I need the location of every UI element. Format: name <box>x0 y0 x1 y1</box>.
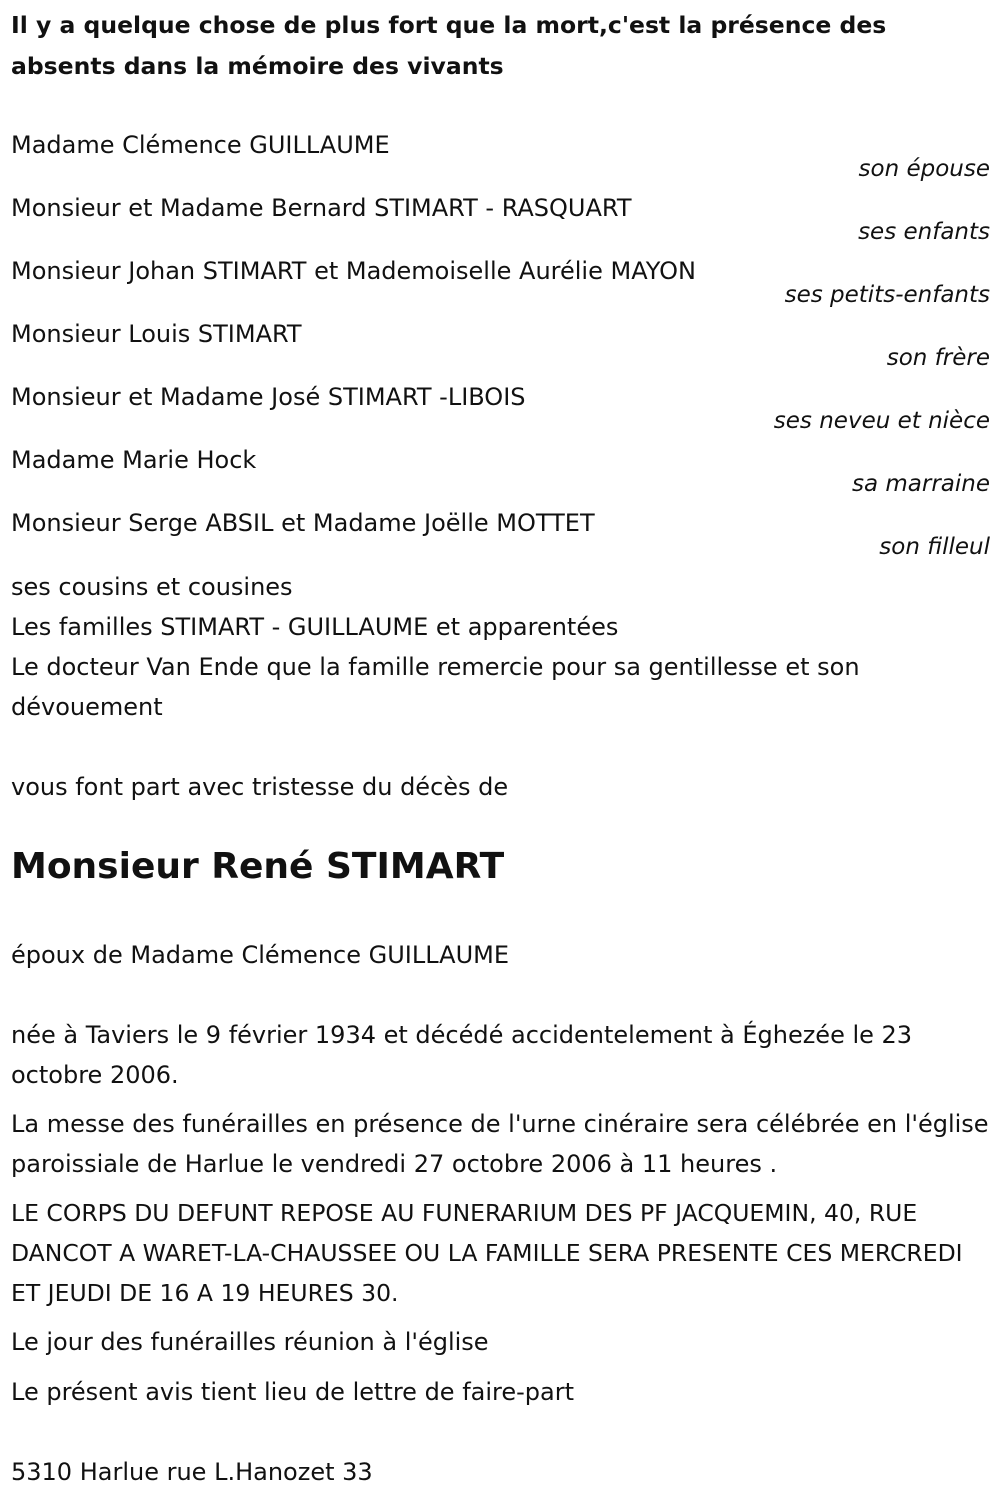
family-name: Madame Marie Hock <box>11 446 257 474</box>
family-role: ses petits-enfants <box>784 282 990 308</box>
family-name: Monsieur Louis STIMART <box>11 320 302 348</box>
family-name: Monsieur Johan STIMART et Mademoiselle Aurélie MAYON <box>11 257 696 285</box>
family-name: Monsieur et Madame Bernard STIMART - RASQUART <box>11 194 632 222</box>
repose-info: LE CORPS DU DEFUNT REPOSE AU FUNERARIUM DES PF JACQUEMIN, 40, RUE DANCOT A WARET-LA-CHAUSSEE OU LA FAMILLE SERA PRESENTE CES MERCREDI ET JEUDI DE 16 A 19 HEURES 30. <box>11 1199 963 1307</box>
address: 5310 Harlue rue L.Hanozet 33 <box>11 1458 373 1486</box>
other-relatives: ses cousins et cousines <box>11 573 293 601</box>
family-role: ses enfants <box>858 219 990 245</box>
family-name: Monsieur et Madame José STIMART -LIBOIS <box>11 383 526 411</box>
other-relatives: Les familles STIMART - GUILLAUME et apparentées <box>11 613 619 641</box>
birth-death: née à Taviers le 9 février 1934 et décédé accidentelement à Éghezée le 23 octobre 2006. <box>11 1021 913 1089</box>
family-role: son épouse <box>858 156 990 182</box>
family-name: Madame Clémence GUILLAUME <box>11 131 390 159</box>
family-role: son frère <box>886 345 990 371</box>
spouse-line: époux de Madame Clémence GUILLAUME <box>11 941 510 969</box>
notice: Le présent avis tient lieu de lettre de faire-part <box>11 1378 575 1406</box>
family-name: Monsieur Serge ABSIL et Madame Joëlle MOTTET <box>11 509 595 537</box>
mass-info: La messe des funérailles en présence de l'urne cinéraire sera célébrée en l'église paroissiale de Harlue le vendredi 27 octobre 2006 à 11 heures . <box>11 1110 989 1178</box>
meeting-info: Le jour des funérailles réunion à l'église <box>11 1328 489 1356</box>
epigraph: Il y a quelque chose de plus fort que la mort,c'est la présence des absents dans la mémoire des vivants <box>11 11 887 80</box>
announcement: vous font part avec tristesse du décès de <box>11 773 509 801</box>
family-role: son filleul <box>879 534 990 560</box>
deceased-name: Monsieur René STIMART <box>11 846 505 887</box>
family-role: ses neveu et nièce <box>773 408 990 434</box>
family-role: sa marraine <box>851 471 990 497</box>
other-relatives: Le docteur Van Ende que la famille remercie pour sa gentillesse et son dévouement <box>11 653 860 721</box>
